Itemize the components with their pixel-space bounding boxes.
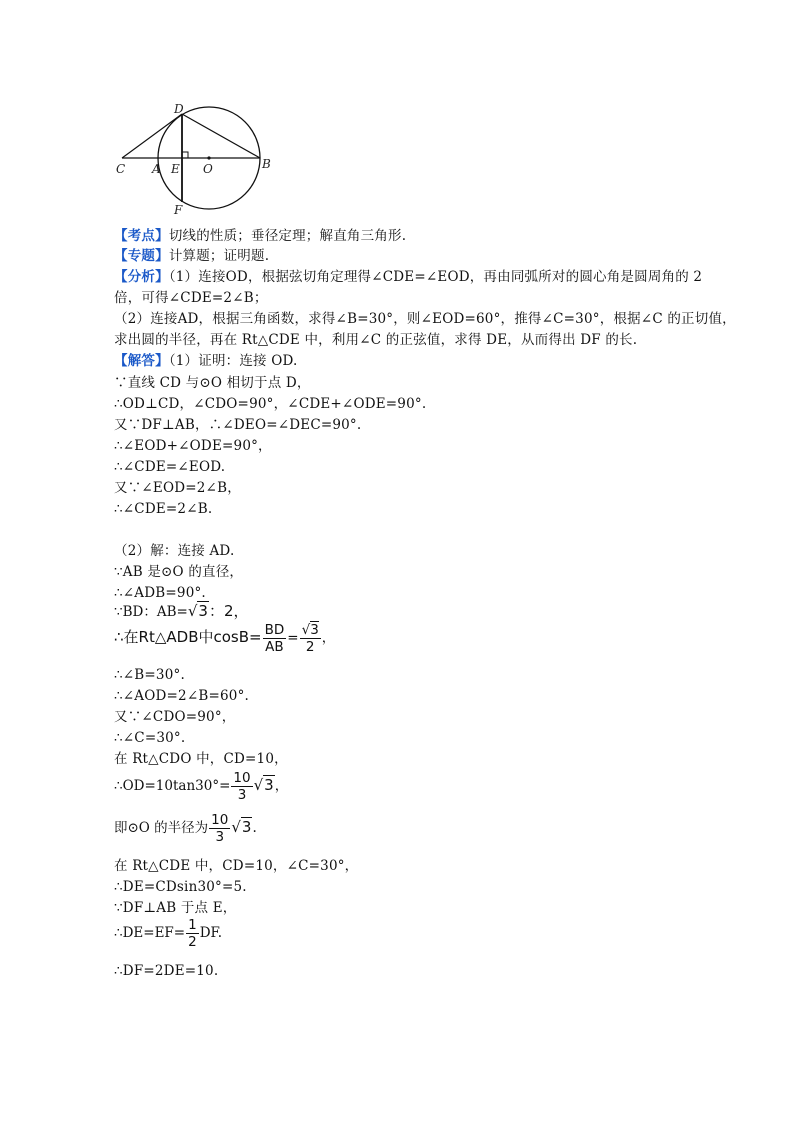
solution-line: 在 Rt△CDO 中，CD=10， (114, 751, 288, 767)
de-post: DF. (199, 925, 223, 941)
od-pre: ∴OD=10tan30°= (114, 778, 231, 794)
cos-post: ， (321, 630, 336, 646)
kaodian-text: 切线的性质；垂径定理；解直角三角形. (168, 228, 407, 244)
fraction-den: 3 (209, 828, 230, 845)
cos-pre: ∴在Rt△ADB中cosB= (114, 628, 262, 646)
part2-intro: （2）解：连接 AD. (114, 543, 235, 559)
jieda-line (114, 351, 298, 371)
proof-line: 又∵∠EOD=2∠B， (114, 480, 241, 496)
radius-post: . (252, 820, 257, 836)
final-line: ∴DF=2DE=10. (114, 963, 219, 979)
radicand: 3 (241, 818, 252, 836)
fraction-num: 1 (188, 917, 197, 933)
solution-line: ∴∠B=30°. (114, 667, 185, 683)
fraction-den: 2 (188, 934, 197, 950)
line-cd (122, 114, 182, 158)
fraction-num: 10 (233, 770, 251, 786)
solution-line: ∴∠AOD=2∠B=60°. (114, 688, 250, 704)
label-c: C (116, 162, 126, 176)
od-post: ， (274, 778, 289, 794)
label-o: O (203, 162, 213, 176)
sqrt-expression: √3 (253, 776, 274, 794)
solution-line: ∴DE=CDsin30°=5. (114, 879, 247, 895)
cos-line (114, 622, 335, 655)
ratio-post: ：2， (208, 602, 249, 620)
cos-eq: = (287, 630, 299, 646)
label-f: F (174, 203, 183, 217)
od-line (114, 770, 288, 803)
proof-line: 又∵DF⊥AB，∴∠DEO=∠DEC=90°. (114, 417, 362, 433)
label-b: B (262, 157, 271, 171)
radicand: 3 (264, 776, 274, 794)
ratio-pre: ∵BD：AB= (114, 604, 188, 620)
kaodian-line (114, 226, 406, 246)
line-db (182, 114, 260, 158)
jieda-intro: （1）证明：连接 OD. (168, 353, 298, 369)
fraction-10-3 (231, 770, 252, 803)
radius-line (114, 812, 257, 845)
fenxi-line-3: （2）连接AD，根据三角函数，求得∠B=30°，则∠EOD=60°，推得∠C=30°，根据∠C 的正切值， (114, 311, 736, 327)
fenxi-tag: 【分析】 (114, 269, 169, 285)
label-a: A (152, 162, 161, 176)
proof-line: ∴∠CDE=2∠B. (114, 501, 213, 517)
zhuanti-line (114, 246, 269, 266)
fenxi-line-4: 求出圆的半径，再在 Rt△CDE 中，利用∠C 的正弦值，求得 DE，从而得出 DF 的长. (114, 332, 638, 348)
proof-line: ∵直线 CD 与⊙O 相切于点 D， (114, 375, 311, 391)
fraction-num: √3 (301, 622, 319, 638)
fraction-den: AB (263, 638, 287, 655)
label-e: E (171, 162, 180, 176)
fraction-bd-ab (263, 622, 287, 655)
sqrt-expression: √3 (231, 818, 252, 836)
proof-line: ∴OD⊥CD，∠CDO=90°，∠CDE+∠ODE=90°. (114, 396, 427, 412)
radicand: 3 (310, 622, 319, 638)
fraction-1-2 (186, 917, 199, 950)
fenxi-text-1: （1）连接OD，根据弦切角定理得∠CDE=∠EOD，再由同弧所对的圆心角是圆周角的 2 (168, 269, 703, 285)
solution-line: 又∵∠CDO=90°， (114, 709, 236, 725)
de-pre: ∴DE=EF= (114, 925, 186, 941)
radius-pre: 即⊙O 的半径为 (114, 820, 209, 836)
fraction-den: 3 (231, 786, 252, 803)
label-d: D (174, 102, 184, 116)
radicand: 3 (198, 602, 208, 620)
zhuanti-tag: 【专题】 (114, 248, 169, 264)
de-line (114, 917, 222, 950)
center-point (207, 156, 210, 159)
kaodian-tag: 【考点】 (114, 228, 169, 244)
solution-line: ∴∠ADB=90°. (114, 585, 206, 601)
fenxi-line-1 (114, 267, 702, 287)
fraction-root3-2 (300, 622, 321, 655)
fraction-den: 2 (300, 638, 321, 655)
fraction-num: BD (264, 622, 285, 638)
solution-line: 在 Rt△CDE 中，CD=10，∠C=30°， (114, 858, 359, 874)
proof-line: ∴∠EOD+∠ODE=90°， (114, 438, 272, 454)
sqrt-expression: √3 (187, 602, 208, 620)
proof-line: ∴∠CDE=∠EOD. (114, 459, 226, 475)
fenxi-line-2: 倍，可得∠CDE=2∠B； (114, 290, 268, 306)
jieda-tag: 【解答】 (114, 353, 169, 369)
fraction-num: 10 (211, 812, 229, 828)
solution-line: ∴∠C=30°. (114, 730, 186, 746)
fraction-10-3 (209, 812, 230, 845)
solution-line: ∵DF⊥AB 于点 E， (114, 900, 237, 916)
geometry-figure (112, 100, 282, 218)
zhuanti-text: 计算题；证明题. (168, 248, 270, 264)
ratio-line (114, 600, 248, 623)
solution-line: ∵AB 是⊙O 的直径， (114, 564, 244, 580)
